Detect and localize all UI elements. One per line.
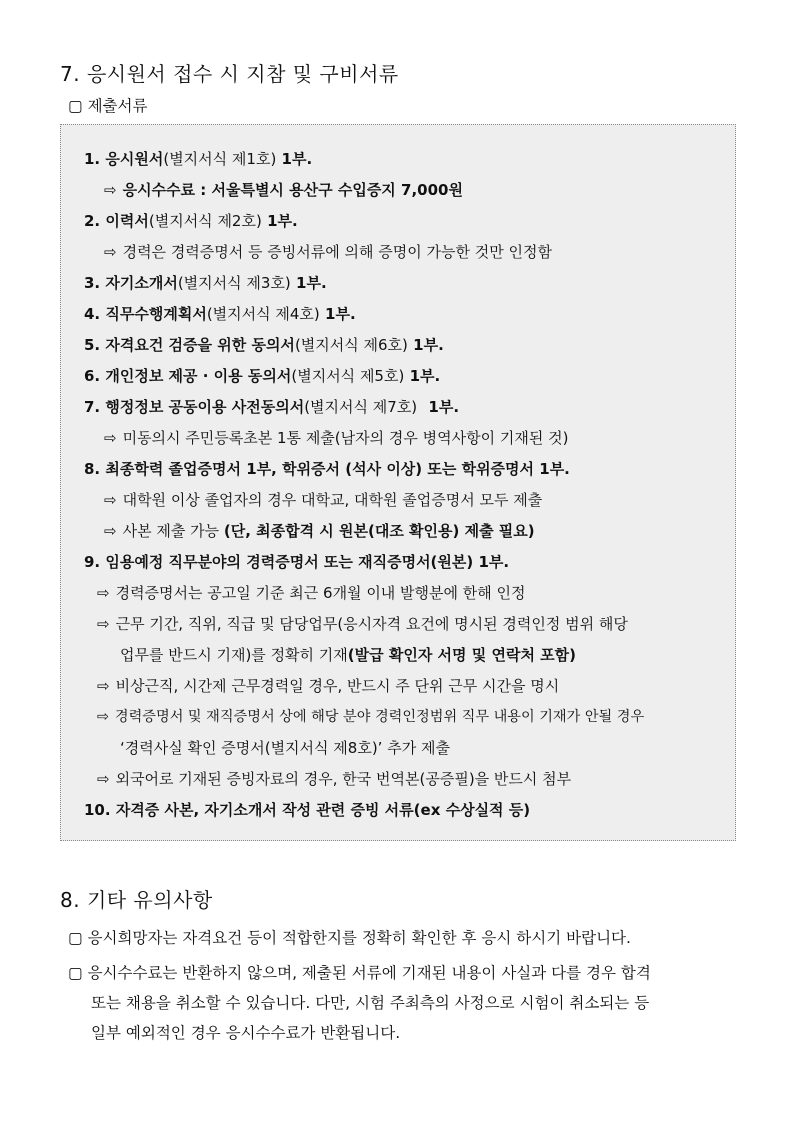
item-number: 2. xyxy=(84,212,101,230)
arrow-icon: ⇨ xyxy=(97,584,110,602)
arrow-icon: ⇨ xyxy=(97,677,110,695)
item-9-note-4 xyxy=(97,706,644,726)
item-title: 자격요건 검증을 위한 동의서 xyxy=(105,336,295,354)
item-5 xyxy=(84,334,444,355)
item-10 xyxy=(84,799,530,820)
arrow-icon: ⇨ xyxy=(104,181,117,199)
item-form: (별지서식 제7호) xyxy=(304,398,418,416)
item-form: (별지서식 제5호) xyxy=(291,367,405,385)
item-number: 4. xyxy=(84,305,101,323)
item-form: (별지서식 제3호) xyxy=(177,274,291,292)
notice-2-line-2: 또는 채용을 취소할 수 있습니다. 다만, 시험 주최측의 사정으로 시험이 취소되는 등 xyxy=(91,994,650,1012)
item-title: 이력서 xyxy=(105,212,149,230)
item-number: 8. xyxy=(84,460,101,478)
item-title: 자격증 사본, 자기소개서 작성 관련 증빙 서류(ex 수상실적 등) xyxy=(115,801,531,819)
item-9-note-1 xyxy=(97,582,526,603)
item-title: 행정정보 공동이용 사전동의서 xyxy=(105,398,305,416)
item-title: 응시원서 xyxy=(105,150,164,168)
note-text: 경력증명서는 공고일 기준 최근 6개월 이내 발행분에 한해 인정 xyxy=(115,584,526,602)
item-8 xyxy=(84,458,570,479)
item-count: 1부. xyxy=(428,398,460,416)
item-7 xyxy=(84,396,459,417)
item-title: 자기소개서 xyxy=(105,274,178,292)
item-2-note xyxy=(104,241,552,262)
section-7-title: 7. 응시원서 접수 시 지참 및 구비서류 xyxy=(60,62,399,86)
item-6 xyxy=(84,365,440,386)
item-number: 6. xyxy=(84,367,101,385)
note-text: 미동의시 주민등록초본 1통 제출(남자의 경우 병역사항이 기재된 것) xyxy=(122,429,569,447)
item-count: 1부. xyxy=(296,274,327,292)
item-3 xyxy=(84,272,327,293)
item-count: 1부. xyxy=(267,212,298,230)
item-count: 1부. xyxy=(413,336,444,354)
item-title: 임용예정 직무분야의 경력증명서 또는 재직증명서(원본) 1부. xyxy=(105,553,510,571)
documents-box xyxy=(60,124,736,841)
arrow-icon: ⇨ xyxy=(104,243,117,261)
item-8-note-2 xyxy=(104,520,535,541)
note-text: ‘경력사실 확인 증명서(별지서식 제8호)’ 추가 제출 xyxy=(120,739,450,757)
note-bold-text: (단, 최종합격 시 원본(대조 확인용) 제출 필요) xyxy=(223,522,535,540)
note-text: 경력증명서 및 재직증명서 상에 해당 분야 경력인정범위 직무 내용이 기재가 안될 경우 xyxy=(114,709,645,725)
arrow-icon: ⇨ xyxy=(104,522,117,540)
item-number: 9. xyxy=(84,553,101,571)
note-text: 비상근직, 시간제 근무경력일 경우, 반드시 주 단위 근무 시간을 명시 xyxy=(115,677,560,695)
note-text: 사본 제출 가능 xyxy=(122,522,220,540)
item-number: 10. xyxy=(84,801,111,819)
notice-2: ▢ 응시수수료는 반환하지 않으며, 제출된 서류에 기재된 내용이 사실과 다를 경우 합격 xyxy=(68,964,651,982)
item-count: 1부. xyxy=(325,305,356,323)
item-form: (별지서식 제6호) xyxy=(294,336,408,354)
item-title: 최종학력 졸업증명서 1부, 학위증서 (석사 이상) 또는 학위증명서 1부. xyxy=(105,460,570,478)
item-form: (별지서식 제2호) xyxy=(148,212,262,230)
note-text: 응시수수료 : 서울특별시 용산구 수입증지 7,000원 xyxy=(122,181,463,199)
item-number: 3. xyxy=(84,274,101,292)
item-9-note-2-continued xyxy=(120,644,576,665)
item-title: 직무수행계획서 xyxy=(105,305,207,323)
item-number: 5. xyxy=(84,336,101,354)
arrow-icon: ⇨ xyxy=(97,615,110,633)
item-form: (별지서식 제4호) xyxy=(206,305,320,323)
item-4 xyxy=(84,303,356,324)
item-number: 7. xyxy=(84,398,101,416)
item-8-note-1 xyxy=(104,489,542,510)
note-text: 경력은 경력증명서 등 증빙서류에 의해 증명이 가능한 것만 인정함 xyxy=(122,243,552,261)
note-text: 업무를 반드시 기재)를 정확히 기재 xyxy=(120,646,348,664)
arrow-icon: ⇨ xyxy=(104,491,117,509)
notice-1: ▢ 응시희망자는 자격요건 등이 적합한지를 정확히 확인한 후 응시 하시기 바랍니다. xyxy=(68,929,631,947)
item-1-note xyxy=(104,179,463,200)
item-number: 1. xyxy=(84,150,101,168)
item-count: 1부. xyxy=(281,150,313,168)
item-9-note-3 xyxy=(97,675,559,696)
item-form: (별지서식 제1호) xyxy=(163,150,277,168)
arrow-icon: ⇨ xyxy=(97,709,109,725)
item-9-note-2 xyxy=(97,613,628,634)
arrow-icon: ⇨ xyxy=(97,770,110,788)
item-count: 1부. xyxy=(409,367,441,385)
item-9-note-5 xyxy=(97,768,571,789)
documents-subtitle: ▢ 제출서류 xyxy=(68,97,148,115)
item-title: 개인정보 제공 · 이용 동의서 xyxy=(105,367,292,385)
item-7-note xyxy=(104,427,568,448)
section-8-title: 8. 기타 유의사항 xyxy=(60,888,213,912)
arrow-icon: ⇨ xyxy=(104,429,117,447)
note-text: 근무 기간, 직위, 직급 및 담당업무(응시자격 요건에 명시된 경력인정 범위 해당 xyxy=(115,615,628,633)
item-9-note-4-continued xyxy=(120,737,450,758)
item-2 xyxy=(84,210,298,231)
notice-2-line-3: 일부 예외적인 경우 응시수수료가 반환됩니다. xyxy=(91,1024,401,1042)
note-text: 외국어로 기재된 증빙자료의 경우, 한국 번역본(공증필)을 반드시 첨부 xyxy=(115,770,572,788)
item-9 xyxy=(84,551,509,572)
note-bold-text: (발급 확인자 서명 및 연락처 포함) xyxy=(347,646,576,664)
item-1 xyxy=(84,148,312,169)
note-text: 대학원 이상 졸업자의 경우 대학교, 대학원 졸업증명서 모두 제출 xyxy=(122,491,543,509)
